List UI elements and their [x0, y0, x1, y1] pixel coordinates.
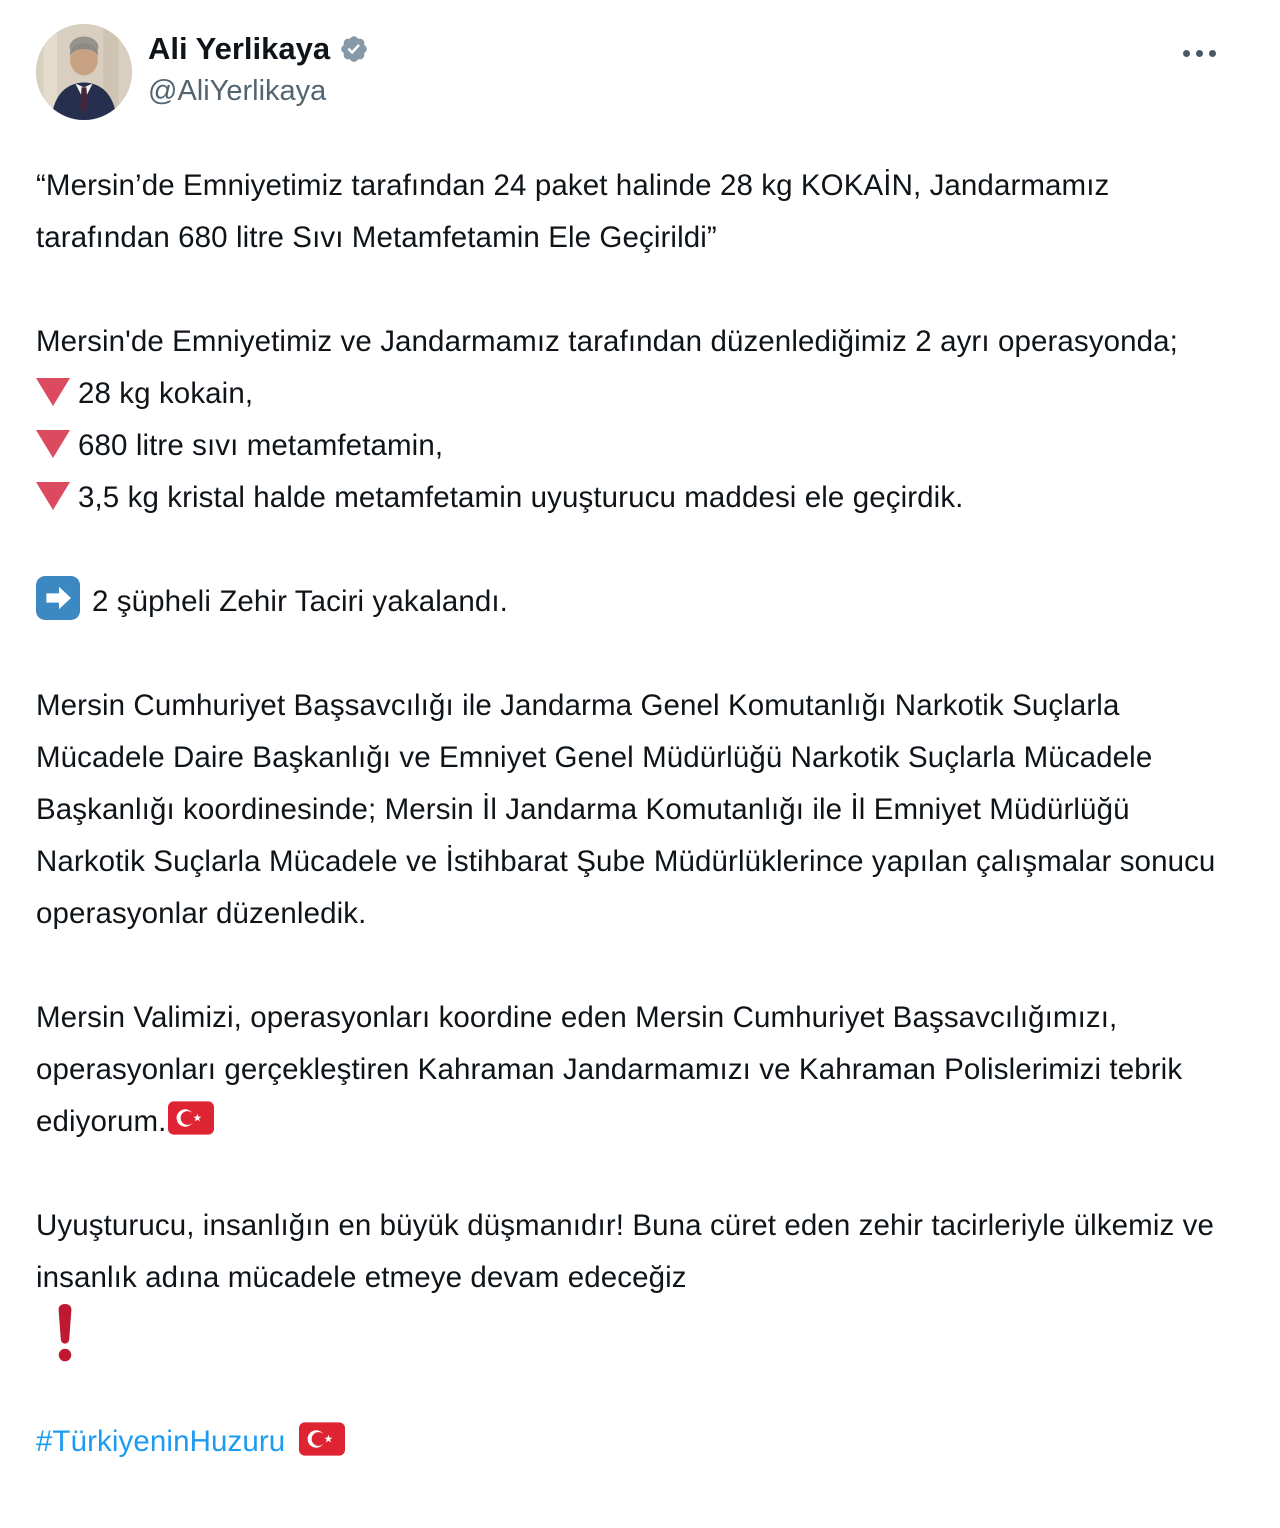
turkish-flag-icon	[299, 1422, 345, 1456]
paragraph-congrats	[36, 992, 1222, 1148]
dot-icon	[1183, 50, 1190, 57]
bullet-text: 680 litre sıvı metamfetamin,	[78, 429, 444, 462]
fight-text: Uyuşturucu, insanlığın en büyük düşmanıdır! Buna cüret eden zehir tacirleriyle ülkemiz ve insanlık adına mücadele etmeye devam edeceğiz	[36, 1209, 1215, 1294]
bullet-text: 3,5 kg kristal halde metamfetamin uyuşturucu maddesi ele geçirdik.	[78, 481, 964, 514]
intro-text: Mersin'de Emniyetimiz ve Jandarmamız tarafından düzenlediğimiz 2 ayrı operasyonda;	[36, 325, 1178, 358]
user-names	[148, 24, 369, 108]
red-triangle-down-icon	[36, 430, 70, 458]
suspects-text: 2 şüpheli Zehir Taciri yakalandı.	[92, 585, 508, 618]
user-handle: @AliYerlikaya	[148, 75, 327, 107]
paragraph-quote	[36, 160, 1222, 264]
paragraph-fight	[36, 1200, 1222, 1364]
paragraph-suspects	[36, 576, 1222, 628]
right-arrow-icon	[36, 576, 80, 620]
bullet-line	[36, 472, 1222, 524]
turkish-flag-icon	[168, 1101, 214, 1135]
dot-icon	[1209, 50, 1216, 57]
verified-badge-icon	[339, 34, 369, 64]
paragraph-hashtag	[36, 1416, 1222, 1468]
exclamation-line	[54, 1304, 1222, 1364]
dot-icon	[1196, 50, 1203, 57]
quote-text: “Mersin’de Emniyetimiz tarafından 24 paket halinde 28 kg KOKAİN, Jandarmamız tarafından 680 litre Sıvı Metamfetamin Ele Geçirildi”	[36, 169, 1110, 254]
bullet-line	[36, 368, 1222, 420]
paragraph-coordination	[36, 680, 1222, 940]
red-exclamation-icon	[54, 1304, 76, 1362]
coordination-text: Mersin Cumhuriyet Başsavcılığı ile Jandarma Genel Komutanlığı Narkotik Suçlarla Mücadele Daire Başkanlığı ve Emniyet Genel Müdürlüğü Narkotik Suçlarla Mücadele Başkanlığı koordinesinde; Mersin İl Jandarma Komutanlığı ile İl Emniyet Müdürlüğü Narkotik Suçlarla Mücadele ve İstihbarat Şube Müdürlüklerince yapılan çalışmalar sonucu operasyonlar düzenledik.	[36, 689, 1216, 930]
hashtag-link[interactable]: #TürkiyeninHuzuru	[36, 1425, 286, 1458]
bullet-line	[36, 420, 1222, 472]
more-options-button[interactable]	[1177, 44, 1222, 63]
tweet-header	[36, 24, 1222, 120]
display-name[interactable]: Ali Yerlikaya	[148, 31, 331, 66]
congrats-text: Mersin Valimizi, operasyonları koordine eden Mersin Cumhuriyet Başsavcılığımızı, operasyonları gerçekleştiren Kahraman Jandarmamızı ve Kahraman Polislerimizi tebrik ediyorum.	[36, 1001, 1183, 1138]
red-triangle-down-icon	[36, 482, 70, 510]
avatar-photo	[36, 24, 132, 120]
red-triangle-down-icon	[36, 378, 70, 406]
tweet-body	[36, 160, 1222, 1468]
avatar[interactable]	[36, 24, 132, 120]
paragraph-operations	[36, 316, 1222, 524]
bullet-text: 28 kg kokain,	[78, 377, 254, 410]
